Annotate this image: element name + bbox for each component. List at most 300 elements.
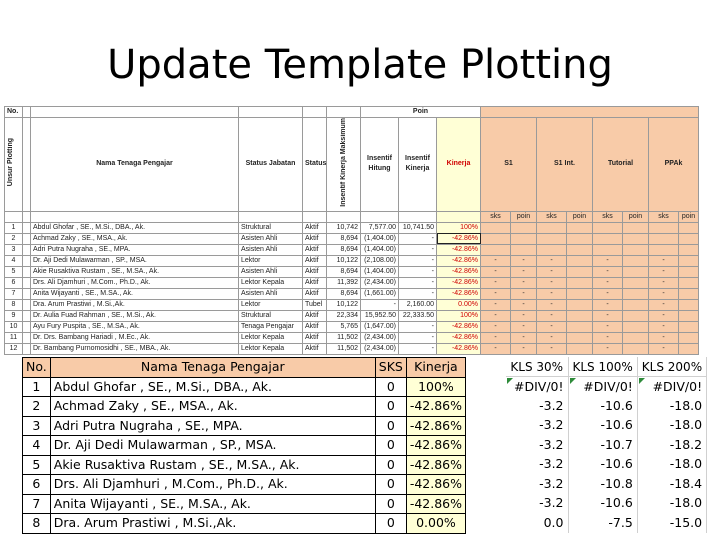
sheet-cell-sks-poin[interactable]: [511, 233, 537, 244]
sheet-cell-no[interactable]: 11: [5, 332, 23, 343]
kls-cell: -10.8: [568, 474, 637, 494]
kls-row: [506, 435, 707, 455]
summary-cell-sks: 0: [375, 475, 406, 495]
sheet-cell-kinerja-value[interactable]: -: [399, 332, 437, 343]
sheet-cell-sks-poin[interactable]: [567, 244, 593, 255]
sheet-cell-hitung[interactable]: (1,404.00): [361, 233, 399, 244]
header-sks: sks: [593, 211, 623, 222]
sheet-cell-hitung[interactable]: (1,404.00): [361, 266, 399, 277]
sheet-cell-sks-poin[interactable]: -: [537, 310, 567, 321]
sheet-cell-sks-poin[interactable]: -: [511, 277, 537, 288]
sheet-cell-jabatan[interactable]: Lektor: [239, 255, 303, 266]
sheet-cell-sks-poin[interactable]: [679, 244, 699, 255]
sheet-cell-kinerja[interactable]: -42.86%: [437, 288, 481, 299]
sheet-cell-sks-poin[interactable]: -: [593, 299, 623, 310]
kls-cell: -10.6: [568, 396, 637, 416]
sheet-cell-nama[interactable]: Abdul Ghofar , SE., M.Si., DBA., Ak.: [31, 222, 239, 233]
sheet-cell-empty[interactable]: [23, 233, 31, 244]
header-status: Status: [303, 118, 327, 212]
kls-cell: -7.5: [568, 513, 637, 533]
sheet-cell-hitung[interactable]: (1,661.00): [361, 288, 399, 299]
sheet-cell-sks-poin[interactable]: -: [537, 299, 567, 310]
sheet-cell-kinerja-value[interactable]: 2,160.00: [399, 299, 437, 310]
sheet-cell-status[interactable]: Aktif: [303, 277, 327, 288]
header-nama: Nama Tenaga Pengajar: [31, 118, 239, 212]
sheet-cell-nama[interactable]: Adri Putra Nugraha , SE., MPA.: [31, 244, 239, 255]
sheet-cell-sks-poin[interactable]: [679, 321, 699, 332]
sheet-cell-hitung[interactable]: 7,577.00: [361, 222, 399, 233]
summary-cell-no: 8: [23, 514, 51, 534]
sheet-cell-sks-poin[interactable]: [679, 222, 699, 233]
summary-row: [23, 514, 466, 534]
summary-row: [23, 377, 466, 397]
kls-cell: -3.2: [506, 435, 568, 455]
header-unsur-plotting: Unsur Plotting: [7, 138, 14, 187]
sheet-row: [5, 233, 699, 244]
sheet-cell-sks-poin[interactable]: -: [511, 310, 537, 321]
sheet-cell-jabatan[interactable]: Asisten Ahli: [239, 233, 303, 244]
sheet-cell-nama[interactable]: Ayu Fury Puspita , SE., M.SA., Ak.: [31, 321, 239, 332]
sheet-cell-sks-poin[interactable]: [567, 266, 593, 277]
sheet-cell-sks-poin[interactable]: -: [593, 255, 623, 266]
spreadsheet-screenshot: [4, 106, 696, 352]
kls-cell: -18.2: [637, 435, 706, 455]
sheet-cell-status[interactable]: Aktif: [303, 222, 327, 233]
sheet-cell-sks-poin[interactable]: [649, 222, 679, 233]
sheet-cell-sks-poin[interactable]: -: [537, 321, 567, 332]
sheet-cell-kinerja-value[interactable]: 10,741.50: [399, 222, 437, 233]
sheet-cell-maks[interactable]: 8,694: [327, 233, 361, 244]
sheet-cell-sks-poin[interactable]: [679, 310, 699, 321]
header-insentif-kinerja-maksimum: Insentif Kinerja Maksimum: [339, 118, 347, 207]
summary-row: [23, 397, 466, 417]
sheet-cell-sks-poin[interactable]: -: [593, 266, 623, 277]
sheet-cell-sks-poin[interactable]: [679, 288, 699, 299]
summary-cell-nama: Achmad Zaky , SE., MSA., Ak.: [50, 397, 375, 417]
sheet-cell-sks-poin[interactable]: [511, 244, 537, 255]
sheet-cell-sks-poin[interactable]: [623, 288, 649, 299]
sheet-cell-sks-poin[interactable]: [679, 255, 699, 266]
summary-cell-nama: Adri Putra Nugraha , SE., MPA.: [50, 416, 375, 436]
sheet-cell-empty[interactable]: [23, 299, 31, 310]
sheet-row: [5, 332, 699, 343]
sheet-cell-status[interactable]: Aktif: [303, 288, 327, 299]
sheet-cell-kinerja-value[interactable]: 22,333.50: [399, 310, 437, 321]
sheet-cell-kinerja-value[interactable]: -: [399, 277, 437, 288]
sheet-cell-no[interactable]: 10: [5, 321, 23, 332]
sheet-cell-kinerja[interactable]: -42.86%: [437, 255, 481, 266]
sheet-cell-sks-poin[interactable]: -: [593, 277, 623, 288]
sheet-cell-sks-poin[interactable]: [623, 310, 649, 321]
sheet-row: [5, 288, 699, 299]
sheet-row: [5, 222, 699, 233]
sheet-cell-sks-poin[interactable]: -: [511, 299, 537, 310]
sheet-cell-nama[interactable]: Dr. Aulia Fuad Rahman , SE., M.Si., Ak.: [31, 310, 239, 321]
sheet-cell-jabatan[interactable]: Lektor Kepala: [239, 277, 303, 288]
sheet-cell-sks-poin[interactable]: [537, 222, 567, 233]
sheet-cell-nama[interactable]: Dr. Drs. Bambang Hariadi , M.Ec., Ak.: [31, 332, 239, 343]
sheet-cell-sks-poin[interactable]: -: [481, 299, 511, 310]
summary-cell-sks: 0: [375, 397, 406, 417]
sheet-cell-maks[interactable]: 10,122: [327, 299, 361, 310]
summary-cell-sks: 0: [375, 494, 406, 514]
sheet-cell-kinerja-value[interactable]: -: [399, 233, 437, 244]
sheet-cell-jabatan[interactable]: Lektor Kepala: [239, 343, 303, 354]
sheet-cell-sks-poin[interactable]: -: [481, 310, 511, 321]
summary-header-sks: SKS: [375, 358, 406, 378]
sheet-cell-sks-poin[interactable]: [537, 244, 567, 255]
sheet-cell-no[interactable]: 12: [5, 343, 23, 354]
sheet-cell-nama[interactable]: Akie Rusaktiva Rustam , SE., M.SA., Ak.: [31, 266, 239, 277]
kls-cell: -3.2: [506, 474, 568, 494]
sheet-cell-sks-poin[interactable]: [623, 343, 649, 354]
sheet-cell-sks-poin[interactable]: -: [649, 332, 679, 343]
sheet-cell-sks-poin[interactable]: -: [593, 288, 623, 299]
summary-cell-nama: Abdul Ghofar , SE., M.Si., DBA., Ak.: [50, 377, 375, 397]
sheet-cell-sks-poin[interactable]: -: [649, 255, 679, 266]
sheet-cell-empty[interactable]: [23, 244, 31, 255]
sheet-cell-sks-poin[interactable]: -: [649, 321, 679, 332]
summary-row: [23, 494, 466, 514]
sheet-cell-status[interactable]: Aktif: [303, 255, 327, 266]
sheet-cell-hitung[interactable]: 15,952.50: [361, 310, 399, 321]
sheet-cell-sks-poin[interactable]: -: [481, 277, 511, 288]
sheet-cell-kinerja-value[interactable]: -: [399, 288, 437, 299]
sheet-cell-maks[interactable]: 22,334: [327, 310, 361, 321]
sheet-cell-sks-poin[interactable]: [567, 310, 593, 321]
sheet-cell-sks-poin[interactable]: [623, 266, 649, 277]
sheet-row: [5, 266, 699, 277]
kls-cell: -3.2: [506, 455, 568, 475]
sheet-cell-kinerja[interactable]: -42.86%: [437, 321, 481, 332]
sheet-cell-empty[interactable]: [23, 343, 31, 354]
kls-row: [506, 474, 707, 494]
sheet-cell-hitung[interactable]: (2,434.00): [361, 277, 399, 288]
sheet-cell-sks-poin[interactable]: -: [511, 321, 537, 332]
kls-cell: #DIV/0!: [568, 377, 637, 397]
summary-row: [23, 455, 466, 475]
sheet-cell-no[interactable]: 2: [5, 233, 23, 244]
sheet-cell-sks-poin[interactable]: -: [649, 343, 679, 354]
sheet-cell-jabatan[interactable]: Lektor Kepala: [239, 332, 303, 343]
sheet-cell-sks-poin[interactable]: [623, 277, 649, 288]
sheet-cell-maks[interactable]: 11,502: [327, 343, 361, 354]
sheet-row: [5, 299, 699, 310]
sheet-cell-sks-poin[interactable]: [567, 343, 593, 354]
sheet-cell-sks-poin[interactable]: [593, 222, 623, 233]
sheet-cell-sks-poin[interactable]: -: [511, 343, 537, 354]
sheet-cell-no[interactable]: 5: [5, 266, 23, 277]
summary-cell-kinerja: -42.86%: [406, 397, 465, 417]
sheet-row: [5, 321, 699, 332]
sheet-cell-sks-poin[interactable]: [593, 244, 623, 255]
header-poin-sub: poin: [679, 211, 699, 222]
header-poin-sub: poin: [623, 211, 649, 222]
sheet-cell-sks-poin[interactable]: [623, 222, 649, 233]
sheet-cell-sks-poin[interactable]: [567, 277, 593, 288]
header-ppak: PPAk: [649, 118, 699, 212]
sheet-cell-empty[interactable]: [23, 332, 31, 343]
sheet-cell-hitung[interactable]: (2,434.00): [361, 332, 399, 343]
sheet-cell-sks-poin[interactable]: -: [649, 277, 679, 288]
sheet-cell-sks-poin[interactable]: -: [481, 288, 511, 299]
header-poin-sub: poin: [567, 211, 593, 222]
sheet-cell-sks-poin[interactable]: [567, 321, 593, 332]
summary-cell-no: 4: [23, 436, 51, 456]
sheet-cell-jabatan[interactable]: Asisten Ahli: [239, 288, 303, 299]
sheet-cell-kinerja[interactable]: 100%: [437, 222, 481, 233]
kls-cell: -18.0: [637, 396, 706, 416]
kls-cell: -10.6: [568, 494, 637, 514]
sheet-cell-kinerja[interactable]: -42.86%: [437, 266, 481, 277]
header-s1-int: S1 Int.: [537, 118, 593, 212]
summary-header-nama: Nama Tenaga Pengajar: [50, 358, 375, 378]
sheet-cell-hitung[interactable]: (1,404.00): [361, 244, 399, 255]
sheet-cell-jabatan[interactable]: Lektor: [239, 299, 303, 310]
sheet-cell-empty[interactable]: [23, 310, 31, 321]
summary-cell-sks: 0: [375, 455, 406, 475]
summary-cell-sks: 0: [375, 377, 406, 397]
summary-cell-sks: 0: [375, 436, 406, 456]
sheet-cell-status[interactable]: Aktif: [303, 332, 327, 343]
sheet-cell-kinerja[interactable]: -42.86%: [437, 244, 481, 255]
sheet-cell-sks-poin[interactable]: -: [649, 266, 679, 277]
sheet-cell-empty[interactable]: [23, 222, 31, 233]
sheet-cell-empty[interactable]: [23, 277, 31, 288]
sheet-cell-sks-poin[interactable]: -: [511, 266, 537, 277]
sheet-cell-nama[interactable]: Drs. Ali Djamhuri , M.Com., Ph.D., Ak.: [31, 277, 239, 288]
sheet-cell-sks-poin[interactable]: [623, 299, 649, 310]
sheet-cell-hitung[interactable]: (2,108.00): [361, 255, 399, 266]
sheet-cell-status[interactable]: Aktif: [303, 343, 327, 354]
sheet-cell-kinerja-value[interactable]: -: [399, 343, 437, 354]
summary-cell-no: 2: [23, 397, 51, 417]
sheet-cell-sks-poin[interactable]: -: [593, 343, 623, 354]
sheet-cell-status[interactable]: Aktif: [303, 321, 327, 332]
kls-row: [506, 455, 707, 475]
sheet-cell-sks-poin[interactable]: -: [537, 255, 567, 266]
sheet-cell-sks-poin[interactable]: [679, 343, 699, 354]
summary-cell-sks: 0: [375, 416, 406, 436]
sheet-cell-sks-poin[interactable]: [649, 233, 679, 244]
sheet-cell-sks-poin[interactable]: -: [481, 343, 511, 354]
sheet-cell-empty[interactable]: [23, 266, 31, 277]
sheet-cell-sks-poin[interactable]: -: [593, 310, 623, 321]
sheet-cell-status[interactable]: Aktif: [303, 310, 327, 321]
sheet-cell-maks[interactable]: 11,392: [327, 277, 361, 288]
kls-header-100: KLS 100%: [568, 357, 637, 377]
sheet-cell-no[interactable]: 3: [5, 244, 23, 255]
sheet-cell-nama[interactable]: Dr. Aji Dedi Mulawarman , SP., MSA.: [31, 255, 239, 266]
summary-cell-sks: 0: [375, 514, 406, 534]
sheet-cell-sks-poin[interactable]: -: [511, 288, 537, 299]
sheet-cell-kinerja[interactable]: 100%: [437, 310, 481, 321]
sheet-cell-maks[interactable]: 11,502: [327, 332, 361, 343]
sheet-cell-nama[interactable]: Dra. Arum Prastiwi , M.Si.,Ak.: [31, 299, 239, 310]
sheet-cell-sks-poin[interactable]: -: [511, 332, 537, 343]
sheet-row: [5, 255, 699, 266]
sheet-cell-hitung[interactable]: -: [361, 299, 399, 310]
kls-cell: #DIV/0!: [506, 377, 568, 397]
sheet-cell-status[interactable]: Aktif: [303, 233, 327, 244]
sheet-cell-no[interactable]: 6: [5, 277, 23, 288]
sheet-cell-jabatan[interactable]: Struktural: [239, 222, 303, 233]
sheet-cell-no[interactable]: 1: [5, 222, 23, 233]
header-tutorial: Tutorial: [593, 118, 649, 212]
sheet-cell-sks-poin[interactable]: -: [593, 321, 623, 332]
summary-cell-kinerja: -42.86%: [406, 455, 465, 475]
sheet-cell-sks-poin[interactable]: [481, 244, 511, 255]
sheet-cell-nama[interactable]: Dr. Bambang Purnomosidhi , SE., MBA., Ak.: [31, 343, 239, 354]
sheet-cell-sks-poin[interactable]: [679, 233, 699, 244]
sheet-cell-kinerja-value[interactable]: -: [399, 255, 437, 266]
kls-cell: -10.7: [568, 435, 637, 455]
kls-cell: -3.2: [506, 416, 568, 436]
sheet-cell-sks-poin[interactable]: [679, 266, 699, 277]
summary-cell-kinerja: -42.86%: [406, 416, 465, 436]
kls-cell: -18.0: [637, 455, 706, 475]
kls-row: [506, 494, 707, 514]
kls-cell: -18.0: [637, 416, 706, 436]
summary-cell-kinerja: -42.86%: [406, 436, 465, 456]
summary-cell-kinerja: 0.00%: [406, 514, 465, 534]
sheet-cell-sks-poin[interactable]: -: [511, 255, 537, 266]
sheet-cell-kinerja[interactable]: -42.86%: [437, 233, 481, 244]
sheet-cell-kinerja[interactable]: 0.00%: [437, 299, 481, 310]
sheet-cell-maks[interactable]: 10,742: [327, 222, 361, 233]
sheet-cell-sks-poin[interactable]: [537, 233, 567, 244]
sheet-cell-jabatan[interactable]: Asisten Ahli: [239, 266, 303, 277]
sheet-row: [5, 277, 699, 288]
summary-cell-no: 6: [23, 475, 51, 495]
header-poin: Poin: [361, 107, 481, 118]
sheet-cell-sks-poin[interactable]: [481, 233, 511, 244]
sheet-cell-sks-poin[interactable]: [593, 233, 623, 244]
sheet-cell-no[interactable]: 8: [5, 299, 23, 310]
header-sks: sks: [649, 211, 679, 222]
sheet-cell-maks[interactable]: 8,694: [327, 244, 361, 255]
kls-row: [506, 396, 707, 416]
sheet-cell-sks-poin[interactable]: -: [537, 343, 567, 354]
sheet-cell-sks-poin[interactable]: [481, 222, 511, 233]
sheet-cell-maks[interactable]: 8,694: [327, 288, 361, 299]
sheet-cell-sks-poin[interactable]: [567, 288, 593, 299]
sheet-cell-sks-poin[interactable]: [623, 321, 649, 332]
header-insentif-hitung: Insentif Hitung: [361, 118, 399, 212]
sheet-cell-sks-poin[interactable]: -: [481, 332, 511, 343]
sheet-cell-empty[interactable]: [23, 321, 31, 332]
sheet-cell-sks-poin[interactable]: [623, 332, 649, 343]
summary-row: [23, 475, 466, 495]
sheet-cell-sks-poin[interactable]: -: [649, 299, 679, 310]
summary-header-no: No.: [23, 358, 51, 378]
sheet-cell-no[interactable]: 9: [5, 310, 23, 321]
sheet-cell-status[interactable]: Aktif: [303, 266, 327, 277]
sheet-cell-hitung[interactable]: (2,434.00): [361, 343, 399, 354]
sheet-cell-no[interactable]: 7: [5, 288, 23, 299]
summary-header-kinerja: Kinerja: [406, 358, 465, 378]
sheet-cell-kinerja-value[interactable]: -: [399, 321, 437, 332]
sheet-cell-sks-poin[interactable]: [679, 332, 699, 343]
sheet-cell-sks-poin[interactable]: -: [481, 266, 511, 277]
slide-title: Update Template Plotting: [107, 42, 613, 88]
summary-cell-kinerja: -42.86%: [406, 475, 465, 495]
sheet-cell-sks-poin[interactable]: [567, 299, 593, 310]
summary-cell-nama: Dra. Arum Prastiwi , M.Si.,Ak.: [50, 514, 375, 534]
kls-row: [506, 377, 707, 397]
sheet-cell-nama[interactable]: Achmad Zaky , SE., MSA., Ak.: [31, 233, 239, 244]
sheet-cell-maks[interactable]: 5,765: [327, 321, 361, 332]
sheet-cell-sks-poin[interactable]: -: [537, 277, 567, 288]
header-sks: sks: [537, 211, 567, 222]
sheet-cell-sks-poin[interactable]: [679, 277, 699, 288]
kls-row: [506, 513, 707, 533]
summary-cell-kinerja: 100%: [406, 377, 465, 397]
sheet-cell-sks-poin[interactable]: [567, 233, 593, 244]
sheet-cell-sks-poin[interactable]: -: [593, 332, 623, 343]
header-status-jabatan: Status Jabatan: [239, 118, 303, 212]
kls-cell: -15.0: [637, 513, 706, 533]
sheet-cell-sks-poin[interactable]: -: [649, 310, 679, 321]
sheet-cell-sks-poin[interactable]: [623, 255, 649, 266]
summary-cell-kinerja: -42.86%: [406, 494, 465, 514]
sheet-cell-no[interactable]: 4: [5, 255, 23, 266]
sheet-cell-kinerja[interactable]: -42.86%: [437, 277, 481, 288]
sheet-cell-sks-poin[interactable]: [649, 244, 679, 255]
sheet-cell-sks-poin[interactable]: -: [537, 332, 567, 343]
sheet-cell-sks-poin[interactable]: -: [481, 321, 511, 332]
sheet-cell-empty[interactable]: [23, 288, 31, 299]
sheet-cell-sks-poin[interactable]: [567, 332, 593, 343]
sheet-cell-hitung[interactable]: (1,647.00): [361, 321, 399, 332]
summary-cell-no: 7: [23, 494, 51, 514]
sheet-cell-status[interactable]: Aktif: [303, 244, 327, 255]
sheet-cell-kinerja-value[interactable]: -: [399, 244, 437, 255]
kls-cell: -10.6: [568, 455, 637, 475]
sheet-cell-kinerja[interactable]: -42.86%: [437, 332, 481, 343]
sheet-cell-sks-poin[interactable]: [679, 299, 699, 310]
sheet-cell-sks-poin[interactable]: [623, 244, 649, 255]
header-kinerja: Kinerja: [437, 118, 481, 212]
sheet-cell-kinerja-value[interactable]: -: [399, 266, 437, 277]
sheet-cell-status[interactable]: Tubel: [303, 299, 327, 310]
sheet-cell-jabatan[interactable]: Tenaga Pengajar: [239, 321, 303, 332]
sheet-cell-sks-poin[interactable]: [567, 255, 593, 266]
sheet-cell-sks-poin[interactable]: [511, 222, 537, 233]
sheet-cell-nama[interactable]: Anita Wijayanti , SE., M.SA., Ak.: [31, 288, 239, 299]
kls-header-30: KLS 30%: [506, 357, 568, 377]
sheet-cell-sks-poin[interactable]: -: [537, 266, 567, 277]
kls-cell: -3.2: [506, 494, 568, 514]
sheet-row: [5, 343, 699, 354]
sheet-cell-kinerja[interactable]: -42.86%: [437, 343, 481, 354]
sheet-cell-empty[interactable]: [23, 255, 31, 266]
sheet-cell-sks-poin[interactable]: [623, 233, 649, 244]
summary-cell-nama: Drs. Ali Djamhuri , M.Com., Ph.D., Ak.: [50, 475, 375, 495]
summary-cell-no: 1: [23, 377, 51, 397]
summary-table: [22, 357, 466, 534]
sheet-cell-sks-poin[interactable]: -: [537, 288, 567, 299]
sheet-cell-sks-poin[interactable]: -: [481, 255, 511, 266]
sheet-cell-sks-poin[interactable]: [567, 222, 593, 233]
sheet-cell-jabatan[interactable]: Struktural: [239, 310, 303, 321]
sheet-cell-maks[interactable]: 10,122: [327, 255, 361, 266]
sheet-cell-sks-poin[interactable]: -: [649, 288, 679, 299]
kls-table-container: [506, 357, 707, 533]
sheet-cell-maks[interactable]: 8,694: [327, 266, 361, 277]
header-s1: S1: [481, 118, 537, 212]
sheet-cell-jabatan[interactable]: Asisten Ahli: [239, 244, 303, 255]
